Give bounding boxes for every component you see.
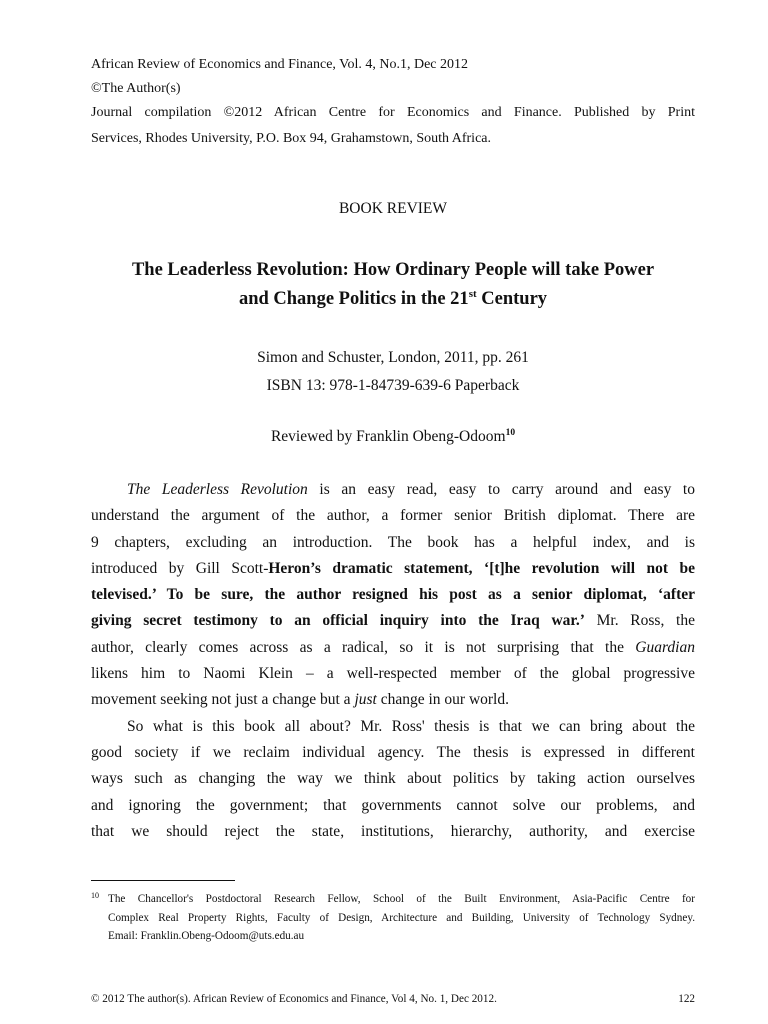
paragraph-1-line-9 xyxy=(91,687,695,713)
book-title-line-2 xyxy=(91,285,695,314)
review-body xyxy=(91,477,695,845)
paragraph-1-line-3: 9 chapters, excluding an introduction. The book has a helpful index, and is xyxy=(91,533,695,551)
newspaper-name-italic: Guardian xyxy=(635,638,695,656)
footer-citation: © 2012 The author(s). African Review of Economics and Finance, Vol 4, No. 1, Dec 2012. xyxy=(91,993,497,1005)
book-title-line-2-end: Century xyxy=(476,289,548,309)
journal-header xyxy=(91,53,695,151)
publication-info xyxy=(91,344,695,400)
paragraph-1-line-1-text: is an easy read, easy to carry around and easy to xyxy=(307,481,695,498)
footnote-divider xyxy=(91,880,235,881)
compilation-note-line-2: Services, Rhodes University, P.O. Box 94, Grahamstown, South Africa. xyxy=(91,131,491,147)
reviewer-line xyxy=(91,424,695,450)
page-number: 122 xyxy=(678,993,695,1005)
paragraph-1-line-4 xyxy=(91,556,695,582)
footnote-line-2: Complex Real Property Rights, Faculty of Design, Architecture and Building, University of Technology Sydney. xyxy=(108,911,695,924)
paragraph-1-line-2: understand the argument of the author, a former senior British diplomat. There are xyxy=(91,507,695,525)
ordinal-superscript: st xyxy=(468,288,477,300)
compilation-note-line-1: Journal compilation ©2012 African Centre for Economics and Finance. Published by Print xyxy=(91,105,695,120)
paragraph-1-line-4-bold: Heron’s dramatic statement, ‘[t]he revolution will not be xyxy=(268,559,695,577)
footnote-number: 10 xyxy=(91,891,99,900)
journal-citation: African Review of Economics and Finance, Vol. 4, No.1, Dec 2012 xyxy=(91,57,469,72)
paragraph-1-line-7 xyxy=(91,635,695,661)
section-label: BOOK REVIEW xyxy=(338,200,448,217)
paragraph-1-line-9-end: change in our world. xyxy=(376,691,509,709)
copyright-notice: ©The Author(s) xyxy=(91,81,181,96)
paragraph-2-line-2: good society if we reclaim individual agency. The thesis is expressed in different xyxy=(91,743,695,761)
book-title-line-2-text: and Change Politics in the 21 xyxy=(238,289,469,309)
paragraph-1-line-4-text: introduced by Gill Scott- xyxy=(91,559,269,577)
paragraph-1-line-6-bold: giving secret testimony to an official inquiry into the Iraq war.’ xyxy=(91,612,585,630)
paragraph-1-line-5: televised.’ To be sure, the author resigned his post as a senior diplomat, ‘after xyxy=(91,586,695,604)
emphasis-italic: just xyxy=(354,691,377,709)
paragraph-2-line-1: So what is this book all about? Mr. Ross' thesis is that we can bring about the xyxy=(127,717,695,735)
reviewer-name: Reviewed by Franklin Obeng-Odoom xyxy=(270,428,506,445)
paragraph-1-line-1 xyxy=(91,477,695,503)
paragraph-2-line-4: and ignoring the government; that governments cannot solve our problems, and xyxy=(91,796,695,814)
paragraph-2-line-5: that we should reject the state, institutions, hierarchy, authority, and exercise xyxy=(91,822,695,840)
paragraph-2-line-3: ways such as changing the way we think about politics by taking action ourselves xyxy=(91,770,695,788)
footnote xyxy=(91,890,695,946)
paragraph-1-line-8: likens him to Naomi Klein – a well-respected member of the global progressive xyxy=(91,665,695,683)
paragraph-1-line-9-text: movement seeking not just a change but a xyxy=(91,691,355,709)
publisher-line: Simon and Schuster, London, 2011, pp. 261 xyxy=(257,349,529,366)
paragraph-1-line-6-text: Mr. Ross, the xyxy=(584,612,695,630)
footnote-reference: 10 xyxy=(505,428,516,438)
paragraph-1-line-7-text: author, clearly comes across as a radical, so it is not surprising that the xyxy=(91,638,636,656)
paragraph-1-line-6 xyxy=(91,608,695,634)
isbn-line: ISBN 13: 978-1-84739-639-6 Paperback xyxy=(266,377,520,394)
footnote-line-3: Email: Franklin.Obeng-Odoom@uts.edu.au xyxy=(108,930,305,942)
footnote-line-1: The Chancellor's Postdoctoral Research Fellow, School of the Built Environment, Asia-Pacific Centre for xyxy=(108,893,695,905)
book-title xyxy=(91,256,695,314)
page-footer xyxy=(91,993,695,1005)
book-title-italic: The Leaderless Revolution xyxy=(127,481,308,498)
book-title-line-1: The Leaderless Revolution: How Ordinary People will take Power xyxy=(131,260,655,280)
